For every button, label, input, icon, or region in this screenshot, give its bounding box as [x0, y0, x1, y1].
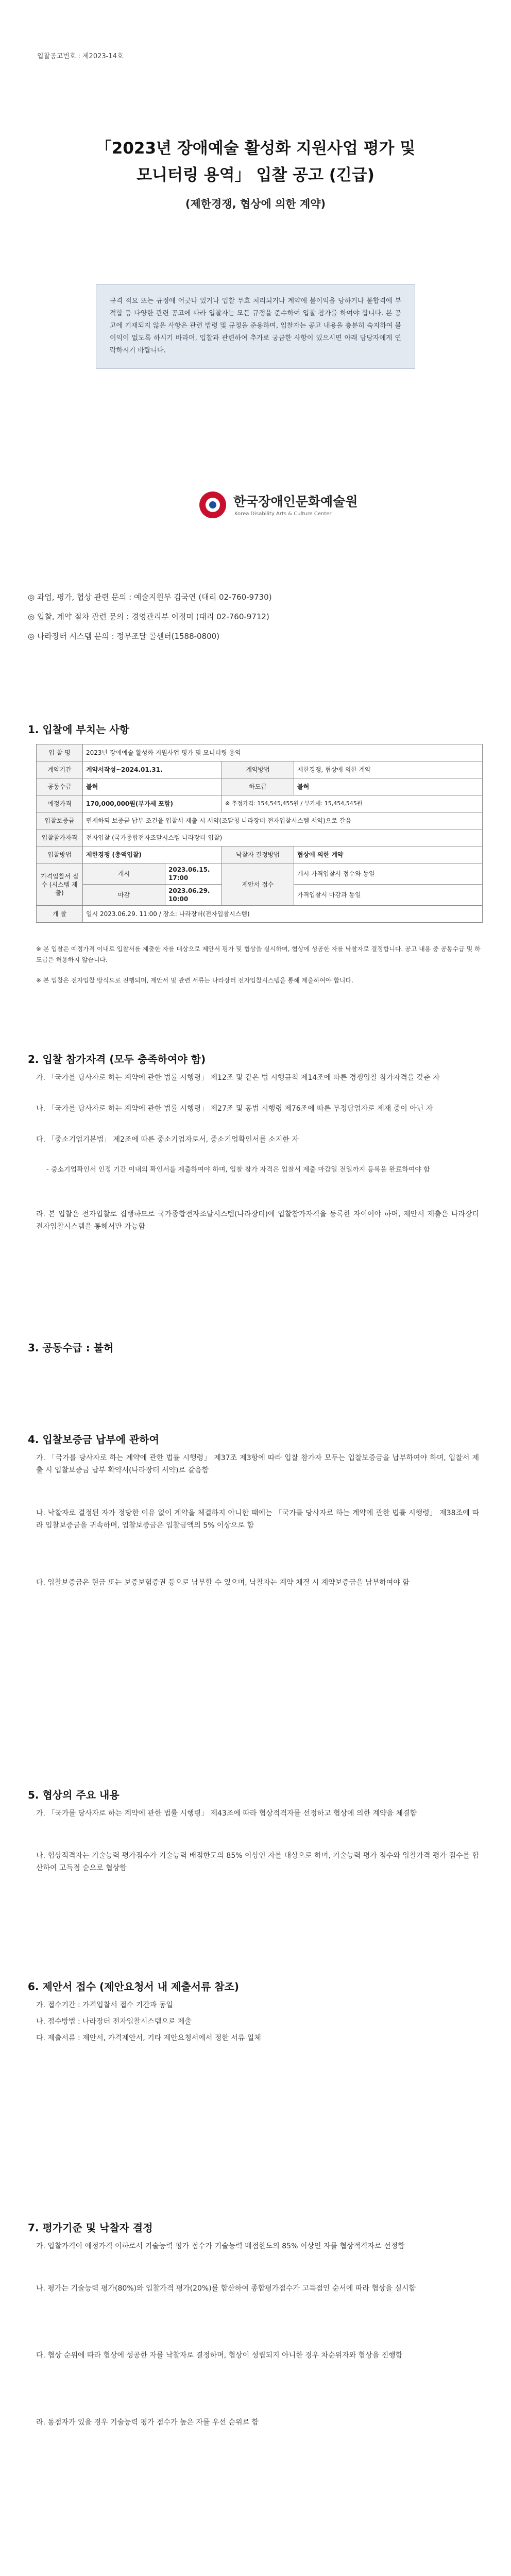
table-value: 일시 2023.06.29. 11:00 / 장소: 나라장터(전자입찰시스템): [83, 906, 483, 923]
contact-system: ◎ 나라장터 시스템 문의 : 정부조달 콜센터(1588-0800): [28, 632, 220, 641]
table-value: 170,000,000원(부가세 포함): [83, 795, 222, 812]
table-label: 마감: [83, 885, 165, 906]
table-value: 협상에 의한 계약: [294, 846, 483, 863]
table-row: [37, 744, 483, 761]
section-7-para: 다. 협상 순위에 따라 협상에 성공한 자를 낙찰자로 결정하며, 협상이 성립되지 아니한 경우 차순위자와 협상을 진행함: [36, 2351, 403, 2360]
page-subtitle: (제한경쟁, 협상에 의한 계약): [185, 198, 326, 210]
table-value: 제한경쟁 (총액입찰): [83, 846, 222, 863]
table-label: 입찰보증금: [37, 812, 83, 829]
table-label: 개 찰: [37, 906, 83, 923]
table-value: 개시 가격입찰서 접수와 동일: [294, 863, 483, 885]
section-6-para: 나. 접수방법 : 나라장터 전자입찰시스템으로 제출: [36, 2018, 192, 2026]
section-4-title: 4. 입찰보증금 납부에 관하여: [28, 1433, 159, 1446]
table-value: 면제하되 보증금 납부 조건을 입찰서 제출 시 서약(조달청 나라장터 전자입찰시스템 서약)으로 갈음: [83, 812, 483, 829]
section-6-para: 가. 접수기간 : 가격입찰서 접수 기간과 동일: [36, 2001, 173, 2009]
table-label: 개시: [83, 863, 165, 885]
section-5-para: 나. 협상적격자는 기술능력 평가점수가 기술능력 배점한도의 85% 이상인 자를 대상으로 하며, 기술능력 평가 점수와 입찰가격 평가 점수를 합산하여 고득점 순으로 협상함: [36, 1852, 479, 1872]
section-3-title: 3. 공동수급 : 불허: [28, 1342, 114, 1354]
table-value: 전자입찰 (국가종합전자조달시스템 나라장터 입찰): [83, 829, 483, 846]
table-label: 계약기간: [37, 761, 83, 778]
overview-table: [36, 744, 483, 923]
table-row: [37, 812, 483, 829]
table-label: 공동수급: [37, 778, 83, 795]
page-title-line2: 모니터링 용역」 입찰 공고 (긴급): [137, 166, 374, 184]
table-row: [37, 778, 483, 795]
table-label: 제안서 접수: [222, 863, 294, 906]
table-value: 2023.06.15. 17:00: [165, 863, 222, 885]
section-1-note: ※ 본 입찰은 전자입찰 방식으로 진행되며, 제안서 및 관련 서류는 나라장터 전자입찰시스템을 통해 제출하여야 합니다.: [36, 977, 353, 984]
table-row: [37, 863, 483, 885]
page-title-line1: 「2023년 장애예술 활성화 지원사업 평가 및: [95, 139, 416, 158]
table-value: 불허: [83, 778, 222, 795]
section-2-para: 나. 「국가를 당사자로 하는 계약에 관한 법률 시행령」 제27조 및 동법 시행령 제76조에 따른 부정당업자로 제재 중이 아닌 자: [36, 1105, 433, 1113]
table-label: 가격입찰서 접수 (시스템 제출): [37, 863, 83, 906]
table-label: 예정가격: [37, 795, 83, 812]
logo-subname: Korea Disability Arts & Culture Center: [234, 511, 332, 517]
table-value: 계약서작성~2024.01.31.: [83, 761, 222, 778]
table-value: 가격입찰서 마감과 동일: [294, 885, 483, 906]
table-label: 하도급: [222, 778, 294, 795]
table-note: ※ 추정가격: 154,545,455원 / 부가세: 15,454,545원: [222, 795, 483, 812]
section-7-para: 라. 동점자가 있을 경우 기술능력 평가 점수가 높은 자를 우선 순위로 함: [36, 2418, 259, 2427]
table-label: 낙찰자 결정방법: [222, 846, 294, 863]
table-label: 입찰방법: [37, 846, 83, 863]
org-logo: [197, 485, 358, 527]
notice-number: 입찰공고번호 : 제2023-14호: [37, 53, 124, 60]
section-6-title: 6. 제안서 접수 (제안요청서 내 제출서류 참조): [28, 1980, 240, 1993]
table-value: 2023년 장애예술 활성화 지원사업 평가 및 모니터링 용역: [83, 744, 483, 761]
section-4-para: 나. 낙찰자로 결정된 자가 정당한 이유 없이 계약을 체결하지 아니한 때에는 「국가를 당사자로 하는 계약에 관한 법률 시행령」 제38조에 따라 입찰보증금을 귀속하며, 입찰보증금은 입찰금액의 5% 이상으로 함: [36, 1509, 479, 1530]
contact-contract: ◎ 입찰, 계약 절차 관련 문의 : 경영관리부 이정미 (대리 02-760-9712): [28, 612, 269, 621]
section-7-title: 7. 평가기준 및 낙찰자 결정: [28, 2222, 153, 2234]
contact-task: ◎ 과업, 평가, 협상 관련 문의 : 예술지원부 김국연 (대리 02-760-9730): [28, 592, 272, 602]
table-value: 2023.06.29. 10:00: [165, 885, 222, 906]
section-1-title: 1. 입찰에 부치는 사항: [28, 723, 129, 736]
section-4-para: 가. 「국가를 당사자로 하는 계약에 관한 법률 시행령」 제37조 제3항에 따라 입찰 참가자 모두는 입찰보증금을 납부하여야 하며, 입찰서 제출 시 입찰보증금 납부 확약서(나라장터 서약)로 갈음함: [36, 1454, 479, 1475]
intro-notice-box: 규격 적요 또는 규정에 어긋나 있거나 입찰 무효 처리되거나 계약에 불이익을 당하거나 불합격에 부적합 등 다양한 관련 공고에 따라 입찰자는 모든 규정을 준수하여 입찰 참가를 하여야 합니다. 본 공고에 기재되지 않은 사항은 관련 법령 및 규정을 준용하며, 입찰자는 공고 내용을 충분히 숙지하여 불이익이 없도록 하시기 바라며, 입찰과 관련하여 추가로 궁금한 사항이 있으시면 아래 담당자에게 연락하시기 바랍니다.: [96, 284, 415, 369]
section-7-para: 가. 입찰가격이 예정가격 이하로서 기술능력 평가 점수가 기술능력 배점한도의 85% 이상인 자를 협상적격자로 선정함: [36, 2242, 405, 2250]
table-label: 입찰참가자격: [37, 829, 83, 846]
section-2-para: 다. 「중소기업기본법」 제2조에 따른 중소기업자로서, 중소기업확인서를 소지한 자: [36, 1136, 299, 1144]
section-2-title: 2. 입찰 참가자격 (모두 충족하여야 함): [28, 1053, 206, 1065]
table-value: 불허: [294, 778, 483, 795]
section-2-subpara: - 중소기업확인서 인정 기간 이내의 확인서를 제출하여야 하며, 입찰 참가 자격은 입찰서 제출 마감일 전일까지 등록을 완료하여야 함: [46, 1166, 430, 1174]
section-5-para: 가. 「국가를 당사자로 하는 계약에 관한 법률 시행령」 제43조에 따라 협상적격자를 선정하고 협상에 의한 계약을 체결함: [36, 1809, 417, 1818]
table-row: [37, 795, 483, 812]
table-value: 제한경쟁, 협상에 의한 계약: [294, 761, 483, 778]
section-5-title: 5. 협상의 주요 내용: [28, 1789, 120, 1801]
section-1-note: ※ 본 입찰은 예정가격 이내로 입찰서를 제출한 자를 대상으로 제안서 평가 및 협상을 실시하며, 협상에 성공한 자를 낙찰자로 결정합니다. 공고 내용 중 공동수급 및 하도급은 허용하지 않습니다.: [36, 945, 481, 963]
section-7-para: 나. 평가는 기술능력 평가(80%)와 입찰가격 평가(20%)를 합산하여 종합평가점수가 고득점인 순서에 따라 협상을 실시함: [36, 2284, 416, 2293]
table-row: [37, 761, 483, 778]
table-label: 계약방법: [222, 761, 294, 778]
table-label: 입 찰 명: [37, 744, 83, 761]
table-row: [37, 829, 483, 846]
logo-mark-icon: [197, 489, 228, 520]
table-row: [37, 906, 483, 923]
logo-name: 한국장애인문화예술원: [233, 494, 358, 509]
section-2-para: 가. 「국가를 당사자로 하는 계약에 관한 법률 시행령」 제12조 및 같은 법 시행규칙 제14조에 따른 경쟁입찰 참가자격을 갖춘 자: [36, 1074, 440, 1082]
section-2-para: 라. 본 입찰은 전자입찰로 집행하므로 국가종합전자조달시스템(나라장터)에 입찰참가자격을 등록한 자이어야 하며, 제안서 제출은 나라장터 전자입찰시스템을 통해서만 가능함: [36, 1210, 479, 1231]
section-4-para: 다. 입찰보증금은 현금 또는 보증보험증권 등으로 납부할 수 있으며, 낙찰자는 계약 체결 시 계약보증금을 납부하여야 함: [36, 1579, 410, 1587]
section-6-para: 다. 제출서류 : 제안서, 가격제안서, 기타 제안요청서에서 정한 서류 일체: [36, 2034, 261, 2042]
table-row: [37, 846, 483, 863]
